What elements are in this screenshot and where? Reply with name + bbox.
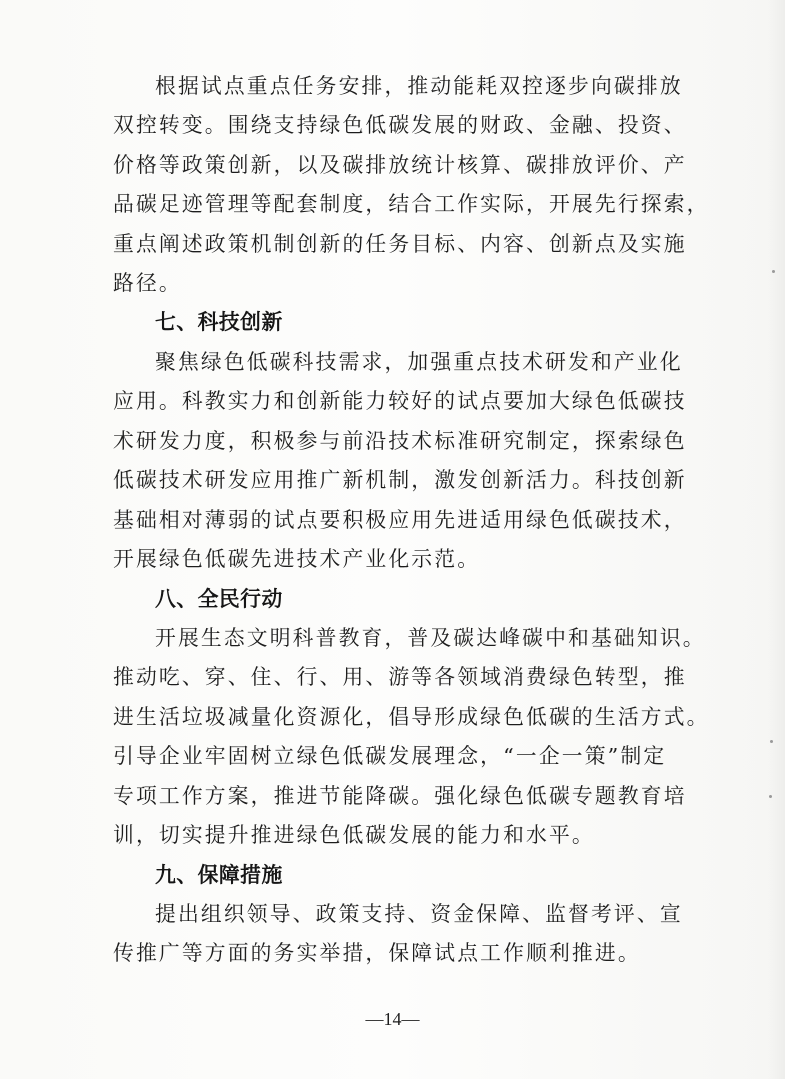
text-line: 引导企业牢固树立绿色低碳发展理念，“一企一策”制定 <box>113 744 667 768</box>
text-line: 开展绿色低碳先进技术产业化示范。 <box>113 547 481 571</box>
scan-speck <box>769 795 772 798</box>
section-heading-safeguards: 九、保障措施 <box>155 863 283 887</box>
page-edge-shadow <box>767 0 785 1079</box>
text-line: 进生活垃圾减量化资源化，倡导形成绿色低碳的生活方式。 <box>113 705 710 729</box>
text-line: 聚焦绿色低碳科技需求，加强重点技术研发和产业化 <box>155 350 683 374</box>
scan-speck <box>772 270 775 273</box>
text-line: 术研发力度，积极参与前沿技术标准研究制定，探索绿色 <box>113 429 687 453</box>
section-heading-public-action: 八、全民行动 <box>155 587 283 611</box>
text-line: 路径。 <box>113 271 182 295</box>
text-line: 提出组织领导、政策支持、资金保障、监督考评、宣 <box>155 902 683 926</box>
section-heading-tech-innovation: 七、科技创新 <box>155 310 283 334</box>
text-line: 双控转变。围绕支持绿色低碳发展的财政、金融、投资、 <box>113 113 687 137</box>
text-line: 重点阐述政策机制创新的任务目标、内容、创新点及实施 <box>113 232 687 256</box>
text-line: 传推广等方面的务实举措，保障试点工作顺利推进。 <box>113 941 641 965</box>
scan-speck <box>770 740 773 743</box>
text-line: 开展生态文明科普教育，普及碳达峰碳中和基础知识。 <box>155 626 706 650</box>
text-line: 价格等政策创新，以及碳排放统计核算、碳排放评价、产 <box>113 153 687 177</box>
page-number: —14— <box>365 1009 420 1029</box>
text-line: 应用。科教实力和创新能力较好的试点要加大绿色低碳技 <box>113 389 687 413</box>
text-line: 低碳技术研发应用推广新机制，激发创新活力。科技创新 <box>113 468 687 492</box>
text-line: 基础相对薄弱的试点要积极应用先进适用绿色低碳技术， <box>113 508 687 532</box>
text-line: 推动吃、穿、住、行、用、游等各领域消费绿色转型，推 <box>113 665 687 689</box>
text-line: 品碳足迹管理等配套制度，结合工作实际，开展先行探索， <box>113 192 710 216</box>
text-line: 根据试点重点任务安排，推动能耗双控逐步向碳排放 <box>155 74 683 98</box>
text-line: 专项工作方案，推进节能降碳。强化绿色低碳专题教育培 <box>113 784 687 808</box>
text-line: 训，切实提升推进绿色低碳发展的能力和水平。 <box>113 823 595 847</box>
